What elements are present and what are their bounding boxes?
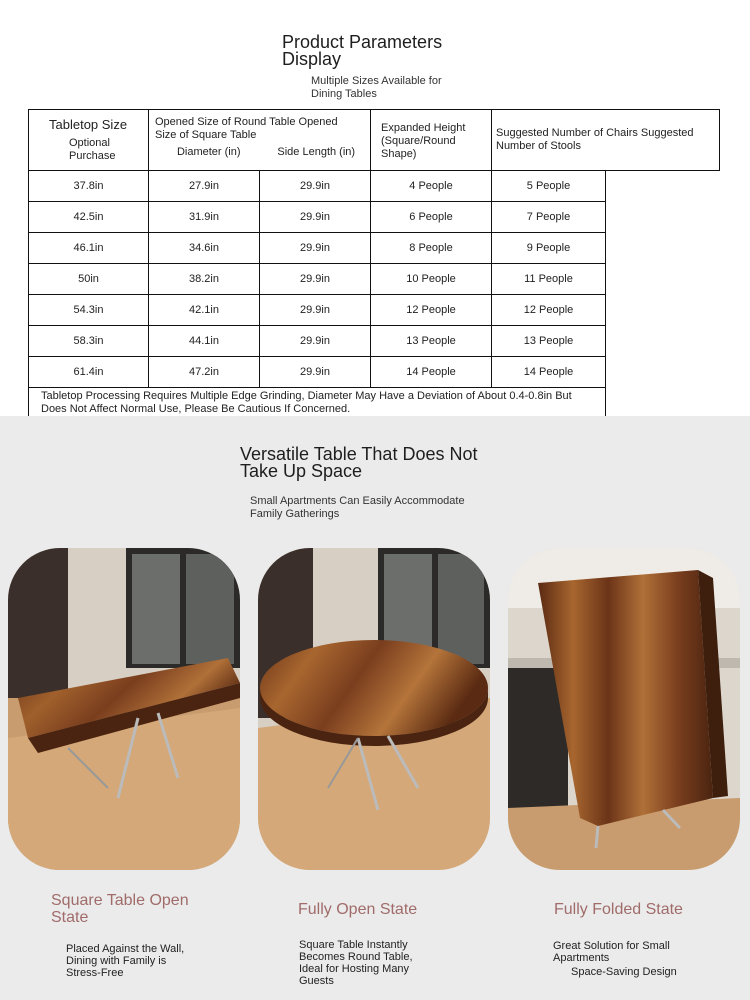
cell-stools: 14 People: [492, 357, 606, 388]
processing-note: Tabletop Processing Requires Multiple Edge Grinding, Diameter May Have a Deviation of About 0.4-0.8in But Does Not Affect Normal Use, Please Be Cautious If Concerned.: [29, 388, 606, 419]
cell-chairs: 12 People: [371, 295, 492, 326]
cell-side: 34.6in: [149, 233, 260, 264]
cell-side: 38.2in: [149, 264, 260, 295]
diameter-header: Diameter (in): [176, 146, 241, 158]
cell-chairs: 14 People: [371, 357, 492, 388]
cell-chairs: 13 People: [371, 326, 492, 357]
cell-side: 27.9in: [149, 171, 260, 202]
cell-stools: 12 People: [492, 295, 606, 326]
fully-folded-photo: [508, 548, 740, 870]
tabletop-size-cell: [29, 110, 149, 171]
table-row: [29, 326, 720, 357]
fully-folded-desc: Great Solution for Small Apartments: [553, 940, 670, 964]
cell-side: 44.1in: [149, 326, 260, 357]
cell-stools: 7 People: [492, 202, 606, 233]
cell-diameter: 58.3in: [29, 326, 149, 357]
square-open-desc: Placed Against the Wall, Dining with Family is Stress-Free: [66, 943, 185, 979]
table-row: [29, 264, 720, 295]
table-header-row: [29, 110, 720, 171]
fully-folded-caption: Fully Folded State: [554, 901, 683, 918]
cell-side: 31.9in: [149, 202, 260, 233]
versatile-title: Versatile Table That Does Not Take Up Space: [240, 444, 478, 481]
opened-size-title: Opened Size of Round Table Opened Size of Square Table: [155, 116, 338, 141]
versatile-section: [0, 416, 750, 1000]
parameters-section: [0, 0, 750, 416]
cell-height: 29.9in: [260, 295, 371, 326]
parameters-subtitle: Multiple Sizes Available for Dining Tables: [311, 75, 442, 100]
table-row: [29, 233, 720, 264]
cell-diameter: 50in: [29, 264, 149, 295]
cell-stools: 9 People: [492, 233, 606, 264]
parameters-title: Product Parameters Display: [282, 32, 443, 69]
cell-diameter: 61.4in: [29, 357, 149, 388]
fully-open-photo: [258, 548, 490, 870]
cell-height: 29.9in: [260, 357, 371, 388]
cell-diameter: 37.8in: [29, 171, 149, 202]
table-row: [29, 171, 720, 202]
tabletop-size-label: Tabletop Size: [49, 116, 128, 132]
square-open-photo: [8, 548, 240, 870]
cell-diameter: 42.5in: [29, 202, 149, 233]
cell-height: 29.9in: [260, 264, 371, 295]
opened-size-header: [149, 110, 371, 171]
optional-purchase-label: Optional Purchase: [69, 136, 116, 162]
cell-chairs: 8 People: [371, 233, 492, 264]
cell-side: 47.2in: [149, 357, 260, 388]
cell-stools: 13 People: [492, 326, 606, 357]
square-open-caption: Square Table Open State: [51, 892, 189, 926]
height-header: Expanded Height (Square/Round Shape): [371, 110, 492, 171]
side-length-header: Side Length (in): [277, 146, 356, 158]
note-row: [29, 388, 720, 419]
chairs-stools-header: Suggested Number of Chairs Suggested Number of Stools: [492, 110, 720, 171]
parameters-table: [28, 109, 720, 419]
cell-stools: 11 People: [492, 264, 606, 295]
cell-chairs: 4 People: [371, 171, 492, 202]
space-saving-desc: Space-Saving Design: [571, 966, 677, 978]
fully-open-desc: Square Table Instantly Becomes Round Table, Ideal for Hosting Many Guests: [299, 939, 413, 987]
cell-diameter: 46.1in: [29, 233, 149, 264]
fully-open-caption: Fully Open State: [298, 901, 418, 918]
cell-chairs: 6 People: [371, 202, 492, 233]
versatile-subtitle: Small Apartments Can Easily Accommodate Family Gatherings: [250, 495, 465, 520]
cell-stools: 5 People: [492, 171, 606, 202]
table-row: [29, 295, 720, 326]
cell-side: 42.1in: [149, 295, 260, 326]
cell-diameter: 54.3in: [29, 295, 149, 326]
cell-height: 29.9in: [260, 326, 371, 357]
cell-chairs: 10 People: [371, 264, 492, 295]
table-row: [29, 357, 720, 388]
cell-height: 29.9in: [260, 233, 371, 264]
cell-height: 29.9in: [260, 202, 371, 233]
table-row: [29, 202, 720, 233]
cell-height: 29.9in: [260, 171, 371, 202]
